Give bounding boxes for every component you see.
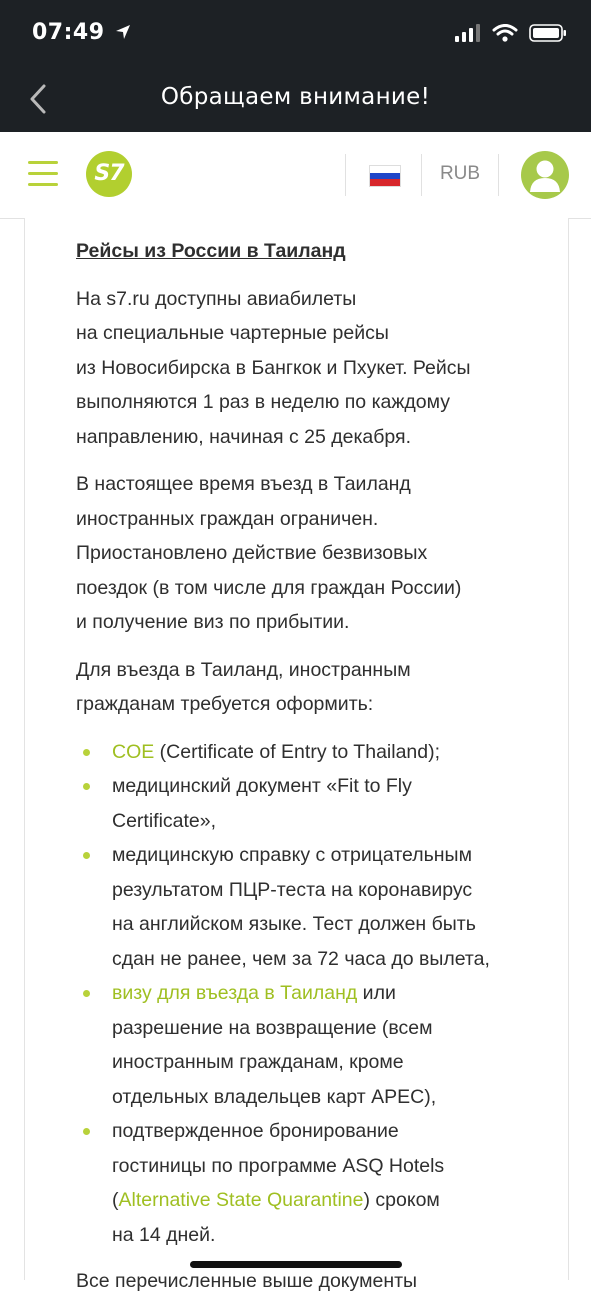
text-line: Certificate», xyxy=(112,809,217,832)
text-line: сдан не ранее, чем за 72 часа до вылета, xyxy=(112,947,490,970)
coe-link[interactable]: COE xyxy=(112,740,155,763)
text-line: результатом ПЦР-теста на коронавирус xyxy=(112,878,473,901)
text-line: гостиницы по программе ASQ Hotels xyxy=(112,1154,445,1177)
header-divider xyxy=(421,154,422,196)
text-line: и получение виз по прибытии. xyxy=(76,611,350,633)
text-line: гражданам требуется оформить: xyxy=(76,693,374,715)
russia-flag-icon[interactable] xyxy=(369,165,401,187)
paragraph-entry-restricted xyxy=(76,467,526,640)
text-line: отдельных владельцев карт APEC), xyxy=(112,1085,437,1108)
paragraph-requirements xyxy=(76,653,526,722)
asq-link[interactable]: Alternative State Quarantine xyxy=(118,1189,364,1211)
battery-icon xyxy=(529,24,567,42)
page-title: Обращаем внимание! xyxy=(160,84,431,110)
s7-logo[interactable]: S7 xyxy=(86,151,132,197)
text-fragment: (Certificate of Entry to Thailand); xyxy=(154,740,441,763)
text-line: медицинскую справку с отрицательным xyxy=(112,844,472,866)
text-line: подтвержденное бронирование xyxy=(112,1120,399,1142)
text-line: из Новосибирска в Бангкок и Пхукет. Рейсы xyxy=(76,356,471,379)
text-line: поездок (в том числе для граждан России) xyxy=(76,576,462,599)
user-avatar-icon[interactable] xyxy=(521,151,569,199)
currency-selector[interactable]: RUB xyxy=(439,163,481,184)
wifi-icon xyxy=(492,24,518,42)
hamburger-menu-icon[interactable] xyxy=(28,159,58,187)
list-item xyxy=(76,838,526,976)
visa-link[interactable]: визу для въезда в Таиланд xyxy=(112,982,358,1004)
location-arrow-icon xyxy=(115,24,131,40)
article xyxy=(76,228,526,1252)
text-line: медицинский документ «Fit to Fly xyxy=(112,775,412,797)
text-line: Приостановлено действие безвизовых xyxy=(76,542,428,564)
text-fragment: ) сроком xyxy=(363,1189,440,1211)
list-item xyxy=(76,1114,526,1252)
text-line: Для въезда в Таиланд, иностранным xyxy=(76,658,411,681)
list-item xyxy=(76,769,526,838)
article-heading: Рейсы из России в Таиланд xyxy=(76,240,346,262)
text-line: на английском языке. Тест должен быть xyxy=(112,913,476,935)
list-item xyxy=(76,735,526,770)
text-line: разрешение на возвращение (всем xyxy=(112,1016,433,1039)
text-fragment: или xyxy=(357,982,396,1004)
cut-off-text-line: Все перечисленные выше документы xyxy=(76,1270,418,1292)
text-line: выполняются 1 раз в неделю по каждому xyxy=(76,391,451,413)
header-divider xyxy=(498,154,499,196)
list-item xyxy=(76,976,526,1114)
status-icons xyxy=(455,24,567,48)
text-line: на 14 дней. xyxy=(112,1223,216,1246)
requirements-list xyxy=(76,735,526,1253)
text-line: иностранных граждан ограничен. xyxy=(76,507,379,530)
cellular-signal-icon xyxy=(455,24,481,42)
status-time: 07:49 xyxy=(32,20,131,45)
text-line: направлению, начиная с 25 декабря. xyxy=(76,425,412,448)
text-line: иностранным гражданам, кроме xyxy=(112,1051,404,1073)
paragraph-charter xyxy=(76,282,526,455)
text-fragment: ( xyxy=(112,1189,119,1211)
text-line: В настоящее время въезд в Таиланд xyxy=(76,473,411,495)
text-line: На s7.ru доступны авиабилеты xyxy=(76,287,357,310)
top-bar xyxy=(0,0,591,132)
header-divider xyxy=(345,154,346,196)
home-indicator[interactable] xyxy=(190,1261,402,1268)
text-line: на специальные чартерные рейсы xyxy=(76,322,389,344)
site-header xyxy=(0,132,591,219)
